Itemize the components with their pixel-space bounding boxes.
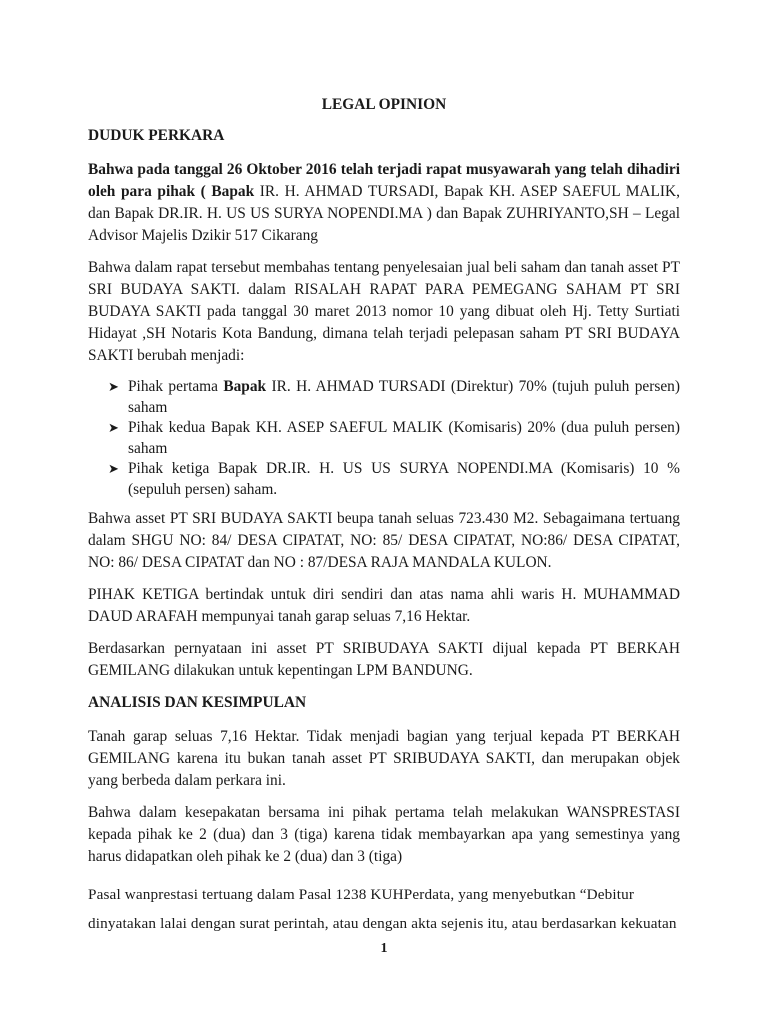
paragraph-third-party: PIHAK KETIGA bertindak untuk diri sendiri dan atas nama ahli waris H. MUHAMMAD DAUD ARAFAH mempunyai tanah garap seluas 7,16 Hektar. [88, 586, 680, 625]
document-title: LEGAL OPINION [321, 96, 447, 113]
paragraph-meeting-rest: IR. H. AHMAD TURSADI, Bapak KH. ASEP SAEFUL MALIK, dan Bapak DR.IR. H. US US SURYA NOPENDI.MA ) dan Bapak ZUHRIYANTO,SH – Legal Advisor Majelis Dzikir 517 Cikarang [88, 183, 680, 244]
paragraph-land: Tanah garap seluas 7,16 Hektar. Tidak menjadi bagian yang terjual kepada PT BERKAH GEMILANG karena itu bukan tanah asset PT SRIBUDAYA SAKTI, dan merupakan objek yang berbeda dalam perkara ini. [88, 728, 680, 789]
paragraph-asset: Bahwa asset PT SRI BUDAYA SAKTI beupa tanah seluas 723.430 M2. Sebagaimana tertuang dalam SHGU NO: 84/ DESA CIPATAT, NO: 85/ DESA CIPATAT, NO:86/ DESA CIPATAT, NO: 86/ DESA CIPATAT dan NO : 87/DESA RAJA MANDALA KULON. [88, 510, 680, 571]
shareholder-list [88, 377, 680, 500]
page-number: 1 [380, 941, 388, 956]
arrow-bullet-icon: ➤ [108, 461, 119, 476]
section-heading-duduk-perkara: DUDUK PERKARA [88, 127, 225, 144]
paragraph-article [88, 880, 680, 938]
paragraph-discussion: Bahwa dalam rapat tersebut membahas tentang penyelesaian jual beli saham dan tanah asset PT SRI BUDAYA SAKTI. dalam RISALAH RAPAT PARA PEMEGANG SAHAM PT SRI BUDAYA SAKTI pada tanggal 30 maret 2013 nomor 10 yang dibuat oleh Hj. Tetty Surtiati Hidayat ,SH Notaris Kota Bandung, dimana telah terjadi pelepasan saham PT SRI BUDAYA SAKTI berubah menjadi: [88, 259, 680, 364]
paragraph-article-line-1: Pasal wanprestasi tertuang dalam Pasal 1238 KUHPerdata, yang menyebutkan “Debitur [88, 886, 635, 903]
list-item: ➤ Pihak ketiga Bapak DR.IR. H. US US SURYA NOPENDI.MA (Komisaris) 10 % (sepuluh persen) saham. [108, 460, 680, 498]
paragraph-statement: Berdasarkan pernyataan ini asset PT SRIBUDAYA SAKTI dijual kepada PT BERKAH GEMILANG dilakukan untuk kepentingan LPM BANDUNG. [88, 640, 680, 679]
section-heading-analysis: ANALISIS DAN KESIMPULAN [88, 694, 307, 711]
paragraph-meeting-bold: Bahwa pada tanggal 26 Oktober 2016 telah terjadi rapat musyawarah yang telah dihadiri oleh para pihak ( Bapak [88, 161, 680, 200]
list-item: ➤ Pihak pertama Bapak IR. H. AHMAD TURSADI (Direktur) 70% (tujuh puluh persen) saham [108, 378, 680, 416]
paragraph-article-line-2: dinyatakan lalai dengan surat perintah, atau dengan akta sejenis itu, atau berdasarkan kekuatan [88, 915, 677, 932]
arrow-bullet-icon: ➤ [108, 420, 119, 435]
paragraph-breach: Bahwa dalam kesepakatan bersama ini pihak pertama telah melakukan WANSPRESTASI kepada pihak ke 2 (dua) dan 3 (tiga) karena tidak membayarkan apa yang semestinya yang harus didapatkan oleh pihak ke 2 (dua) dan 3 (tiga) [88, 804, 680, 865]
list-item: ➤ Pihak kedua Bapak KH. ASEP SAEFUL MALIK (Komisaris) 20% (dua puluh persen) saham [108, 419, 680, 457]
paragraph-meeting [88, 159, 680, 247]
arrow-bullet-icon: ➤ [108, 379, 119, 394]
